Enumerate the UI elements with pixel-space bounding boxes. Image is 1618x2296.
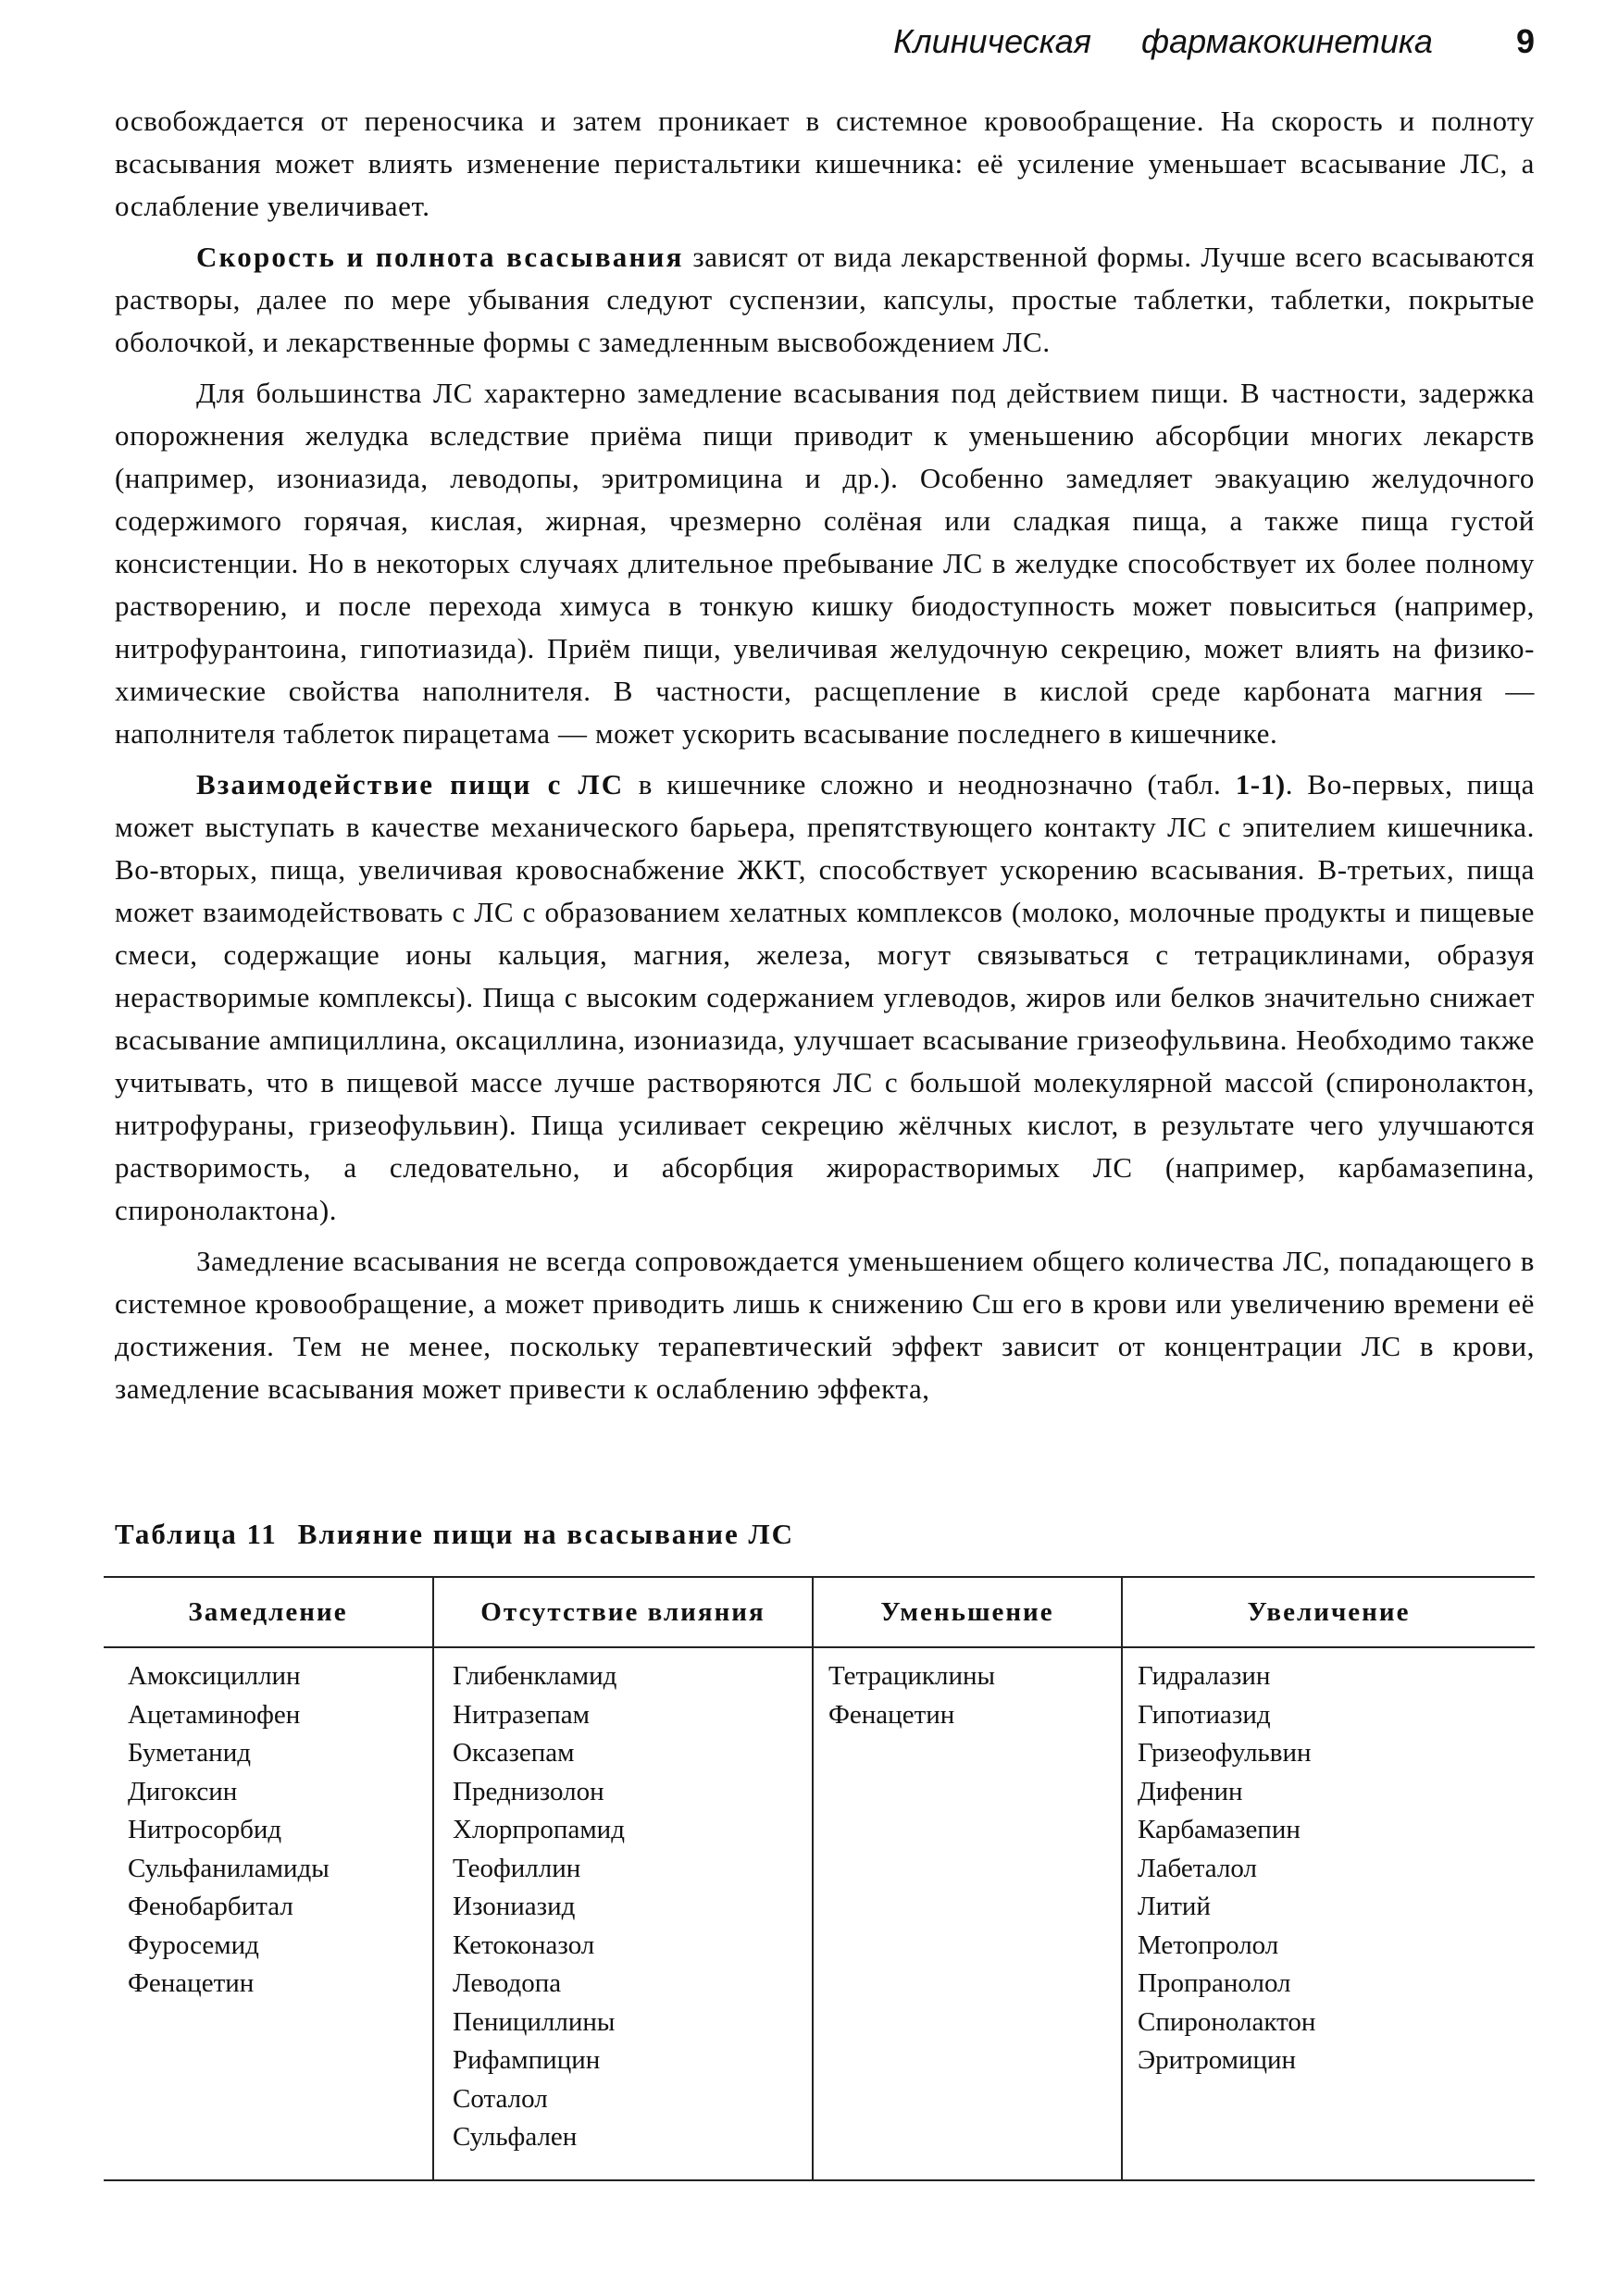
list-decrease xyxy=(814,1657,1121,1734)
list-slowdown xyxy=(104,1657,432,2004)
drug-no-effect: Изониазид xyxy=(453,1892,576,1921)
list-increase xyxy=(1123,1657,1535,2080)
column-increase xyxy=(1122,1647,1535,2180)
food-effect-table xyxy=(104,1576,1535,2181)
running-title: Клиническая фармакокинетика xyxy=(893,22,1433,60)
paragraph-1: освобождается от переносчика и затем проникает в системное кровообращение. На скорость и полноту всасывания может влиять изменение перистальтики кишечника: её усиление уменьшает всасывание ЛС, а ослабление увеличивает. xyxy=(115,105,1535,222)
paragraph-4-lead: Взаимодействие пищи с ЛС xyxy=(196,768,625,800)
column-no-effect xyxy=(433,1647,813,2180)
drug-increase: Литий xyxy=(1138,1892,1211,1921)
paragraph-2-text: зависят от вида лекарственной формы. Лучше всего всасываются растворы, далее по мере убывания следуют суспензии, капсулы, простые таблетки, таблетки, покрытые оболочкой, и лекарственные формы с замедленным высвобождением ЛС. xyxy=(115,241,1536,358)
table-header-row xyxy=(104,1577,1535,1647)
drug-increase: Спиронолактон xyxy=(1138,2006,1316,2037)
drug-no-effect: Леводопа xyxy=(453,1968,562,1998)
drug-no-effect: Преднизолон xyxy=(453,1776,604,1806)
drug-no-effect: Глибенкламид xyxy=(453,1661,617,1691)
drug-slowdown: Сульфаниламиды xyxy=(128,1853,330,1883)
paragraph-4-text: в кишечнике сложно и неоднозначно (табл. xyxy=(624,768,1236,800)
drug-increase: Гипотиазид xyxy=(1138,1699,1271,1730)
drug-no-effect: Рифампицин xyxy=(453,2045,601,2075)
table-caption-title: Влияние пищи на всасывание ЛС xyxy=(297,1518,795,1550)
drug-increase: Пропранолол xyxy=(1138,1968,1291,1998)
paragraph-3: Для большинства ЛС характерно замедление всасывания под действием пищи. В частности, задержка опорожнения желудка вследствие приёма пищи приводит к уменьшению абсорбции многих лекарств (например, изониазида, леводопы, эритромицина и др.). Особенно замедляет эвакуацию желудочного содержимого горячая, кислая, жирная, чрезмерно солёная или сладкая пища, а также пища густой консистенции. Но в некоторых случаях длительное пребывание ЛС в желудке способствует их более полному растворению, и после перехода химуса в тонкую кишку биодоступность может повыситься (например, нитрофурантоина, гипотиазида). Приём пищи, увеличивая желудочную секрецию, может влиять на физико-химические свойства наполнителя. В частности, расщепление в кислой среде карбоната магния — наполнителя таблеток пирацетама — может ускорить всасывание последнего в кишечнике. xyxy=(115,377,1535,750)
drug-slowdown: Дигоксин xyxy=(128,1776,238,1806)
column-header-no-effect: Отсутствие влияния xyxy=(433,1577,813,1647)
drug-increase: Эритромицин xyxy=(1138,2045,1297,2075)
table-body-row xyxy=(104,1647,1535,2180)
column-decrease xyxy=(813,1647,1122,2180)
paragraph-4-rest: . Во-первых, пища может выступать в качестве механического барьера, препятствующего контакту ЛС с эпителием кишечника. Во-вторых, пища, увеличивая кровоснабжение ЖКТ, способствует ускорению всасывания. В-третьих, пища может взаимодействовать с ЛС с образованием хелатных комплексов (молоко, молочные продукты и пищевые смеси, содержащие ионы кальция, магния, железа, могут связываться с тетрациклинами, образуя нерастворимые комплексы). Пища с высоким содержанием углеводов, жиров или белков значительно снижает всасывание ампициллина, оксациллина, изониазида, улучшает всасывание гризеофульвина. Необходимо также учитывать, что в пищевой массе лучше растворяются ЛС с большой молекулярной массой (спиронолактон, нитрофураны, гризеофульвин). Пища усиливает секрецию жёлчных кислот, в результате чего улучшаются растворимость, а следовательно, и абсорбция жирорастворимых ЛС (например, карбамазепина, спиронолактона). xyxy=(115,768,1535,1226)
paragraph-2 xyxy=(115,236,1535,364)
drug-increase: Метопролол xyxy=(1138,1930,1279,1960)
column-header-decrease: Уменьшение xyxy=(813,1577,1122,1647)
table-reference: 1-1) xyxy=(1235,768,1286,800)
drug-slowdown: Ацетаминофен xyxy=(128,1699,301,1730)
drug-increase: Дифенин xyxy=(1138,1776,1243,1806)
running-header xyxy=(0,22,1535,61)
table-caption xyxy=(115,1518,1535,1551)
drug-no-effect: Сульфален xyxy=(453,2122,578,2152)
table-caption-label: Таблица 11 xyxy=(115,1518,278,1550)
drug-no-effect: Теофиллин xyxy=(453,1853,581,1883)
drug-decrease: Тетрациклины xyxy=(828,1661,996,1691)
drug-slowdown: Фенацетин xyxy=(128,1968,255,1998)
drug-increase: Гидралазин xyxy=(1138,1661,1271,1691)
body-text xyxy=(115,100,1535,1419)
column-header-slowdown: Замедление xyxy=(104,1577,433,1647)
list-no-effect xyxy=(434,1657,812,2157)
drug-increase: Гризеофульвин xyxy=(1138,1738,1312,1768)
drug-slowdown: Нитросорбид xyxy=(128,1815,282,1844)
drug-no-effect: Оксазепам xyxy=(453,1738,575,1768)
drug-no-effect: Кетоконазол xyxy=(453,1930,595,1960)
column-slowdown xyxy=(104,1647,433,2180)
drug-no-effect: Нитразепам xyxy=(453,1699,590,1730)
paragraph-4 xyxy=(115,763,1535,1232)
drug-slowdown: Фуросемид xyxy=(128,1930,259,1960)
drug-increase: Карбамазепин xyxy=(1138,1815,1301,1844)
drug-decrease: Фенацетин xyxy=(828,1699,955,1730)
drug-no-effect: Хлорпропамид xyxy=(453,1815,625,1844)
drug-increase: Лабеталол xyxy=(1138,1853,1257,1883)
page-number: 9 xyxy=(1515,22,1535,60)
drug-slowdown: Буметанид xyxy=(128,1738,251,1768)
column-header-increase: Увеличение xyxy=(1122,1577,1535,1647)
paragraph-5: Замедление всасывания не всегда сопровождается уменьшением общего количества ЛС, попадающего в системное кровообращение, а может приводить лишь к снижению Cш его в крови или увеличению времени её достижения. Тем не менее, поскольку терапевтический эффект зависит от концентрации ЛС в крови, замедление всасывания может привести к ослаблению эффекта, xyxy=(115,1245,1535,1405)
paragraph-2-lead: Скорость и полнота всасывания xyxy=(196,241,684,273)
drug-no-effect: Пенициллины xyxy=(453,2006,616,2037)
drug-no-effect: Соталол xyxy=(453,2083,548,2114)
drug-slowdown: Фенобарбитал xyxy=(128,1892,293,1921)
drug-slowdown: Амоксициллин xyxy=(128,1661,301,1691)
